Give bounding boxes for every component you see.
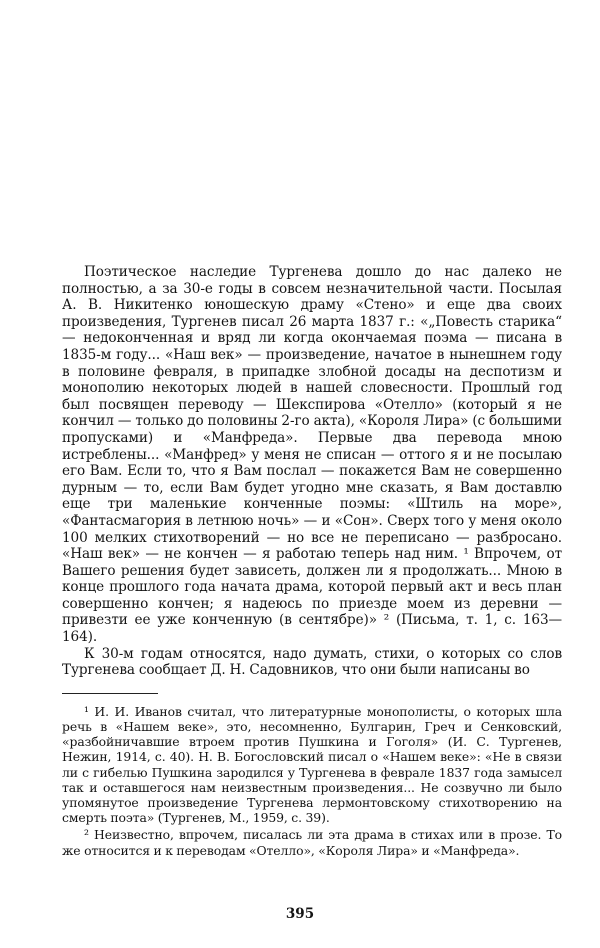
page-content xyxy=(62,264,562,858)
footnote-2: ² Неизвестно, впрочем, писалась ли эта драма в стихах или в прозе. То же относится и к переводам «Отелло», «Короля Лира» и «Манфреда». xyxy=(62,827,562,858)
footnote-1: ¹ И. И. Иванов считал, что литературные монополисты, о которых шла речь в «Нашем веке», это, несомненно, Булгарин, Греч и Сенковский, «разбойничавшие втроем против Пушкина и Гоголя» (И. С. Тургенев, Нежин, 1914, с. 40). Н. В. Богословский писал о «Нашем веке»: «Не в связи ли с гибелью Пушкина зародился у Тургенева в феврале 1837 года замысел так и оставшегося нам неизвестным произведения... Не созвучно ли было упомянутое произведение Тургенева лермонтовскому стихотворению на смерть поэта» (Тургенев, М., 1959, с. 39). xyxy=(62,703,562,826)
page-number: 395 xyxy=(285,906,315,922)
footnote-separator xyxy=(62,693,158,694)
body-paragraph-2: К 30-м годам относятся, надо думать, стихи, о которых со слов Тургенева сообщает Д. Н. Садовников, что они были написаны во xyxy=(62,645,562,679)
body-paragraph-1: Поэтическое наследие Тургенева дошло до нас далеко не полностью, а за 30-е годы в совсем незначительной части. Посылая А. В. Никитенко юношескую драму «Стено» и еще два своих произведения, Тургенев писал 26 марта 1837 г.: «„Повесть старика“ — недоконченная и вряд ли когда окончаемая поэма — писана в 1835-м году... «Наш век» — произведение, начатое в нынешнем году в половине февраля, в припадке злобной досады на деспотизм и монополию некоторых людей в нашей словесности. Прошлый год был посвящен переводу — Шекспирова «Отелло» (который я не кончил — только до половины 2-го акта), «Короля Лира» (с большими пропусками) и «Манфреда». Первые два перевода мною истреблены... «Манфред» у меня не списан — оттого я и не посылаю его Вам. Если то, что я Вам послал — покажется Вам не совершенно дурным — то, если Вам будет угодно мне сказать, я Вам доставлю еще три маленькие конченные поэмы: «Штиль на море», «Фантасмагория в летнюю ночь» — и «Сон». Сверх того у меня около 100 мелких стихотворений — но все не переписано — разбросано. «Наш век» — не кончен — я работаю теперь над ним. ¹ Впрочем, от Вашего решения будет зависеть, должен ли я продолжать... Мною в конце прошлого года начата драма, которой первый акт и весь план совершенно кончен; я надеюсь по приезде моем из деревни — привезти ее уже конченную (в сентябре)» ² (Письма, т. 1, с. 163—164). xyxy=(62,264,562,646)
